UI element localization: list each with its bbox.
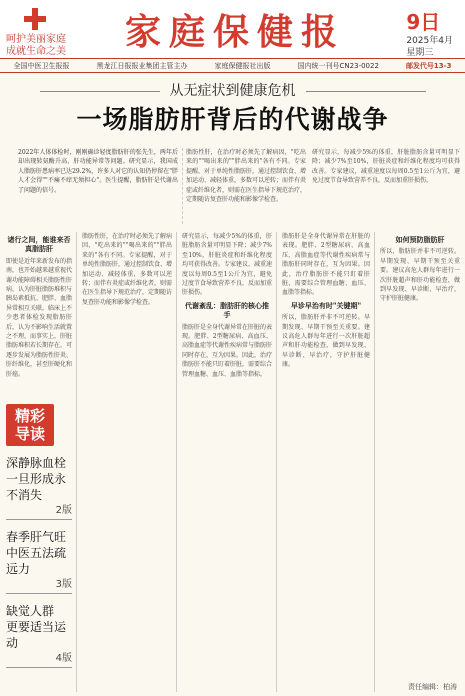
article-subtitle: 从无症状到健康危机 bbox=[0, 80, 465, 100]
masthead-slogan bbox=[6, 34, 66, 58]
article-lead: 2022年人体体检时，刚刚确诊轻度脂肪肝的张先生，两年后却出现转氨酶升高、肝功能异常等问题。研究显示，我国成人脂肪肝患病率已达29.2%，许多人对它的认知仍停留在"胖人才会得""不痛不痒无须担心"。医生提醒，脂肪肝是代谢出了问题的信号。 bbox=[18, 148, 183, 224]
column-text: 即使是近年来新发布的指南，也开始越来越重视代谢功能障碍相关脂肪性肝病，认为肝脏脂肪堆积与胰岛素抵抗、肥胖、血脂异常相互关联。临床上不少患者体检发现脂肪肝后，认为不影响生活就置之不理，而事实上，肝脏脂肪堆积若长期存在，可逐步发展为脂肪性肝炎、肝纤维化，甚至肝硬化和肝癌。 bbox=[6, 257, 72, 378]
column-text: 所以，脂肪肝并非不可逆转。早期发现、早期干预至关重要。建议高危人群每年进行一次肝脏超声和肝功能检查，做到早发现、早诊断、早治疗，守护肝脏健康。 bbox=[380, 248, 460, 303]
guide-item[interactable] bbox=[6, 529, 72, 594]
issue-weekday: 星期三 bbox=[406, 48, 434, 58]
article-column-top-middle bbox=[186, 148, 306, 224]
article-column-2 bbox=[82, 232, 172, 692]
column-heading: 早诊早治有时"关键期" bbox=[290, 300, 362, 310]
column-divider bbox=[76, 232, 77, 692]
column-text: 脂肪性肝，在治疗时必须先了解病因，"吃出来的""喝出来的""胖出来的"各有不同。专家提醒，对于单纯性脂肪肝，通过控制饮食、增加运动、减轻体重，多数可以逆转；而伴有炎症或纤维化者，则需在医生指导下规范治疗，定期随访复查肝功能和影像学检查。 bbox=[186, 149, 306, 204]
guide-item-label: 更要适当运动 bbox=[6, 620, 67, 650]
column-text: 脂肪肝是全身代谢异常在肝脏的表现。肥胖、2型糖尿病、高血压、高脂血症等代谢性疾病常与脂肪肝同时存在，互为因果。因此，治疗脂肪肝不能只盯着肝脏，需要综合管理血糖、血压、血脂等指标。 bbox=[282, 233, 370, 297]
guide-item-label: 深静脉血栓 bbox=[6, 456, 67, 470]
masthead-area bbox=[0, 0, 465, 58]
column-text: 脂肪性肝，在治疗时必须先了解病因，"吃出来的""喝出来的""胖出来的"各有不同。专家提醒，对于单纯性脂肪肝，通过控制饮食、增加运动、减轻体重，多数可以逆转；而伴有炎症或纤维化者，则需在医生指导下规范治疗，定期随访复查肝功能和影像学检查。 bbox=[82, 233, 172, 306]
article-headline: 一场脂肪肝背后的代谢战争 bbox=[76, 105, 389, 134]
column-text: 脂肪肝是全身代谢异常在肝脏的表现。肥胖、2型糖尿病、高血压、高脂血症等代谢性疾病常与脂肪肝同时存在，互为因果。因此，治疗脂肪肝不能只盯着肝脏，需要综合管理血糖、血压、血脂等指标。 bbox=[182, 323, 272, 378]
guide-title-line-1: 精彩 bbox=[14, 407, 45, 425]
issue-year-month: 2025年4月 bbox=[406, 36, 453, 46]
article-column-5 bbox=[380, 232, 460, 672]
column-text: 研究显示，每减少5%的体重，肝脏脂肪含量可明显下降；减少7%至10%，肝脏炎症和纤维化程度均可获得改善。专家建议，减重速度以每周0.5至1公斤为宜，避免过度节食导致营养不良，反而加重肝损伤。 bbox=[182, 233, 272, 297]
info-item: 全国中医卫生报报 bbox=[13, 61, 70, 70]
guide-item-page: 2版 bbox=[6, 503, 72, 520]
article-column-1 bbox=[6, 232, 72, 400]
red-cross-logo-icon bbox=[24, 8, 46, 30]
publication-info-bar bbox=[0, 58, 465, 73]
column-divider bbox=[374, 232, 375, 692]
guide-item-page: 4版 bbox=[6, 651, 72, 668]
slogan-line-1: 呵护美丽家庭 bbox=[6, 34, 66, 45]
column-text: 研究显示，每减少5%的体重，肝脏脂肪含量可明显下降；减少7%至10%，肝脏炎症和纤维化程度均可获得改善。专家建议，减重速度以每周0.5至1公斤为宜，避免过度节食导致营养不良，反而加重肝损伤。 bbox=[312, 149, 460, 185]
column-heading: 诸行之间，能谁来否真脂肪肝 bbox=[7, 235, 71, 254]
article-column-top-right bbox=[312, 148, 460, 224]
column-divider bbox=[276, 232, 277, 692]
guide-item[interactable] bbox=[6, 603, 72, 668]
column-text: 所以，脂肪肝并非不可逆转。早期发现、早期干预至关重要。建议高危人群每年进行一次肝脏超声和肝功能检查，做到早发现、早诊断、早治疗，守护肝脏健康。 bbox=[282, 314, 370, 369]
guide-item-label: 中医五法疏远力 bbox=[6, 546, 67, 576]
guide-item-label: 一旦形成永不消失 bbox=[6, 472, 67, 502]
info-item: 黑龙江日报报业集团主管主办 bbox=[96, 61, 188, 70]
issue-day: 9日 bbox=[406, 10, 441, 34]
column-heading: 如何预防脂肪肝 bbox=[395, 235, 445, 244]
highlights-guide bbox=[6, 404, 72, 668]
article-column-4 bbox=[282, 232, 370, 692]
guide-item[interactable] bbox=[6, 455, 72, 520]
editor-credit: 责任编辑：柏涛 bbox=[408, 683, 457, 691]
guide-item-label: 春季肝气旺 bbox=[6, 530, 67, 544]
column-divider bbox=[176, 232, 177, 692]
info-item: 国内统一刊号CN23-0022 bbox=[297, 61, 379, 70]
info-item: 邮发代号13-3 bbox=[405, 61, 452, 70]
slogan-line-2: 成就生命之美 bbox=[6, 46, 66, 57]
info-item: 家庭保健报社出版 bbox=[214, 61, 271, 70]
date-box bbox=[406, 6, 453, 59]
article-column-3 bbox=[182, 232, 272, 692]
guide-item-label: 缺觉人群 bbox=[6, 604, 55, 618]
guide-title bbox=[6, 404, 54, 446]
guide-item-page: 3版 bbox=[6, 577, 72, 594]
column-heading: 代谢紊乱：脂肪肝的核心推手 bbox=[185, 300, 269, 320]
guide-title-line-2: 导读 bbox=[14, 425, 45, 443]
newspaper-title: 家庭保健报 bbox=[124, 11, 345, 53]
